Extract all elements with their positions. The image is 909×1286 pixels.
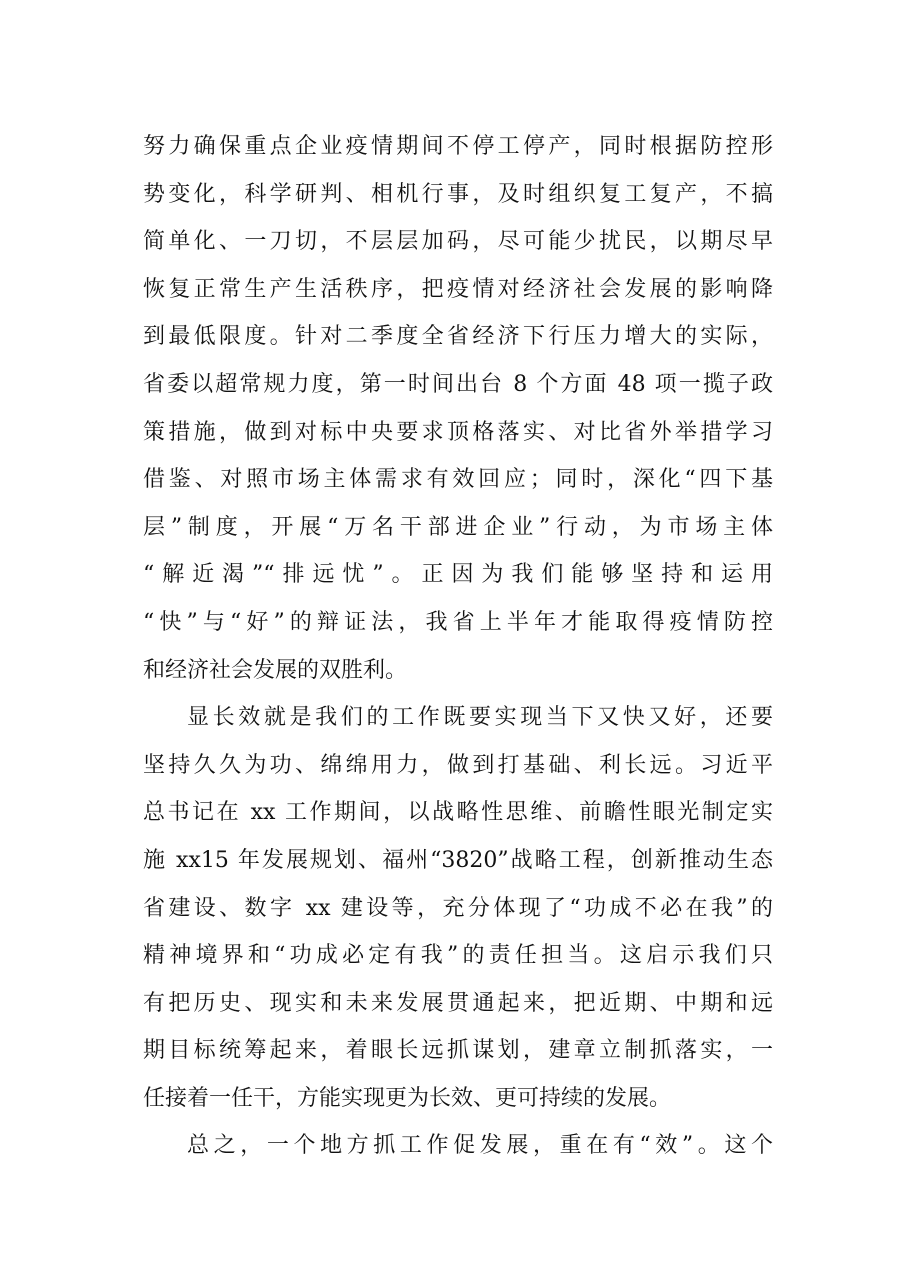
text-line: 任接着一任干，方能实现更为长效、更可持续的发展。 xyxy=(143,1085,672,1111)
text-line: 策措施，做到对标中央要求顶格落实、对比省外举措学习 xyxy=(143,419,773,445)
text-line: 简单化、一刀切，不层层加码，尽可能少扰民，以期尽早 xyxy=(143,229,773,255)
text-line: 借鉴、对照市场主体需求有效回应；同时，深化“四下基 xyxy=(143,467,773,493)
text-line: 省建设、数字 xx 建设等，充分体现了“功成不必在我”的 xyxy=(143,895,773,921)
paragraph-start-line: 显长效就是我们的工作既要实现当下又快又好，还要 xyxy=(187,705,773,731)
text-line: 努力确保重点企业疫情期间不停工停产，同时根据防控形 xyxy=(143,134,773,159)
text-line: 施 xx15 年发展规划、福州“3820”战略工程，创新推动生态 xyxy=(143,847,773,873)
text-line: 层”制度，开展“万名干部进企业”行动，为市场主体 xyxy=(143,514,773,540)
text-line: “快”与“好”的辩证法，我省上半年才能取得疫情防控 xyxy=(143,609,773,635)
text-line: 省委以超常规力度，第一时间出台 8 个方面 48 项一揽子政 xyxy=(143,371,773,397)
text-line: 恢复正常生产生活秩序，把疫情对经济社会发展的影响降 xyxy=(143,276,773,302)
text-line: 精神境界和“功成必定有我”的责任担当。这启示我们只 xyxy=(143,943,773,969)
text-line: “解近渴”“排远忧”。正因为我们能够坚持和运用 xyxy=(143,562,773,588)
paragraph-start-line: 总之，一个地方抓工作促发展，重在有“效”。这个 xyxy=(187,1133,773,1159)
text-line: 坚持久久为功、绵绵用力，做到打基础、利长远。习近平 xyxy=(143,752,773,778)
text-line: 和经济社会发展的双胜利。 xyxy=(143,657,408,683)
text-line: 有把历史、现实和未来发展贯通起来，把近期、中期和远 xyxy=(143,990,773,1016)
text-line: 到最低限度。针对二季度全省经济下行压力增大的实际， xyxy=(143,324,773,350)
document-body xyxy=(143,123,773,1170)
text-line: 势变化，科学研判、相机行事，及时组织复工复产，不搞 xyxy=(143,181,773,207)
text-line: 总书记在 xx 工作期间，以战略性思维、前瞻性眼光制定实 xyxy=(143,800,773,826)
text-line: 期目标统筹起来，着眼长远抓谋划，建章立制抓落实，一 xyxy=(143,1038,773,1064)
